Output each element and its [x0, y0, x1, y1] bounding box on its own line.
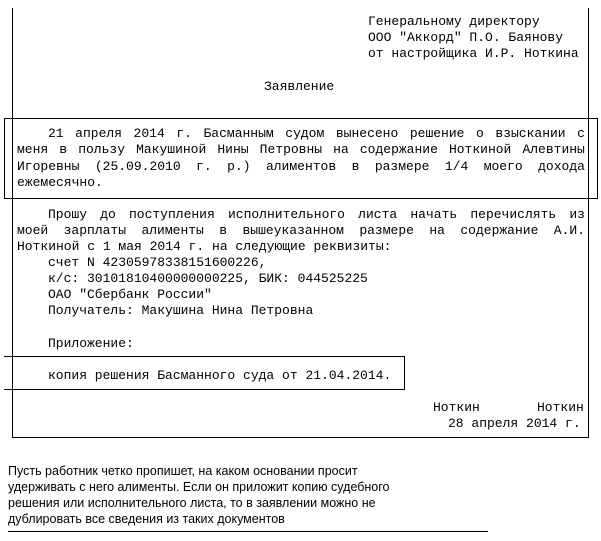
word: содержание [460, 223, 539, 238]
requisite-bank: ОАО "Сбербанк России" [48, 287, 212, 302]
word: Макушиной [136, 142, 207, 157]
word: Прошу [48, 207, 88, 222]
word: в [351, 159, 360, 174]
word: решение [409, 126, 465, 141]
word: (25.09.2010 [94, 159, 181, 174]
requisite-recipient: Получатель: Макушина Нина Петровна [48, 303, 314, 318]
word: исполнительного [227, 207, 345, 222]
word: Петровны [259, 142, 323, 157]
frame-right-rule [588, 8, 589, 438]
note-line3: решения или исполнительного листа, то в заявлении можно не [8, 496, 376, 510]
word: вышеуказанном [242, 223, 344, 238]
word: взыскании [495, 126, 566, 141]
word: 21 [48, 126, 64, 141]
word: р.) [227, 159, 251, 174]
word: из [569, 207, 585, 222]
word: 2014 [133, 126, 165, 141]
word: Ноткиной [448, 142, 512, 157]
word: вынесено [335, 126, 399, 141]
word: о [476, 126, 484, 141]
word: в [219, 223, 228, 238]
note-line4: дублировать все сведения из таких документов [8, 512, 285, 526]
paragraph1-line2 [17, 142, 585, 159]
word: Алевтины [522, 142, 585, 157]
note-line1: Пусть работник четко пропишет, на каком основании просит [8, 464, 358, 478]
word: Басманным [203, 126, 274, 141]
word: алименты [141, 223, 204, 238]
word: размере [359, 223, 414, 238]
note-line2: удерживать с него алименты. Если он приложит копию судебного [8, 480, 390, 494]
word: Нины [217, 142, 249, 157]
paragraph1-line4: ежемесячно. [17, 175, 103, 190]
word: в [59, 142, 68, 157]
paragraph2-line1 [48, 207, 585, 224]
signature-name-left: Ноткин [433, 400, 480, 415]
word: начать [410, 207, 458, 222]
header-company: ООО "Аккорд" П.О. Баянову [368, 30, 564, 45]
word: до [100, 207, 116, 222]
requisite-account: счет N 42305978338151600226, [48, 255, 267, 270]
word: с [577, 126, 585, 141]
paragraph2-line3: Ноткиной с 1 мая 2014 г. на следующие реквизиты: [17, 239, 392, 254]
word: на [429, 223, 445, 238]
word: г. [176, 126, 192, 141]
header-sender: от настройщика И.Р. Ноткина [368, 46, 579, 61]
signature-name-right: Ноткин [537, 400, 584, 415]
word: моей [17, 223, 49, 238]
frame-bottom-rule [12, 437, 589, 438]
word: поступления [128, 207, 215, 222]
word: меня [17, 142, 49, 157]
requisite-corr-bik: к/с: 30101810400000000225, БИК: 044525225 [48, 271, 368, 286]
word: перечислять [470, 207, 557, 222]
signature-date: 28 апреля 2014 г. [448, 416, 581, 431]
word: Игоревны [17, 159, 80, 174]
header-addressee: Генеральному директору [368, 14, 540, 29]
word: пользу [78, 142, 125, 157]
word: апреля [75, 126, 122, 141]
attachment-label: Приложение: [48, 336, 134, 351]
word: листа [358, 207, 398, 222]
attachment-item: копия решения Басманного суда от 21.04.2014. [48, 368, 392, 383]
word: судом [285, 126, 325, 141]
paragraph1-line3 [17, 159, 585, 176]
word: г. [196, 159, 212, 174]
paragraph1-line1 [48, 126, 585, 143]
word: дохода [538, 159, 585, 174]
word: алиментов [265, 159, 337, 174]
word: моего [483, 159, 523, 174]
paragraph2-line2 [17, 223, 585, 240]
word: содержание [359, 142, 438, 157]
word: размере [374, 159, 430, 174]
word: 1/4 [444, 159, 469, 174]
word: зарплаты [63, 223, 127, 238]
note-underline [8, 531, 488, 532]
word: А.И. [553, 223, 585, 238]
document-title: Заявление [264, 79, 335, 94]
word: на [333, 142, 349, 157]
